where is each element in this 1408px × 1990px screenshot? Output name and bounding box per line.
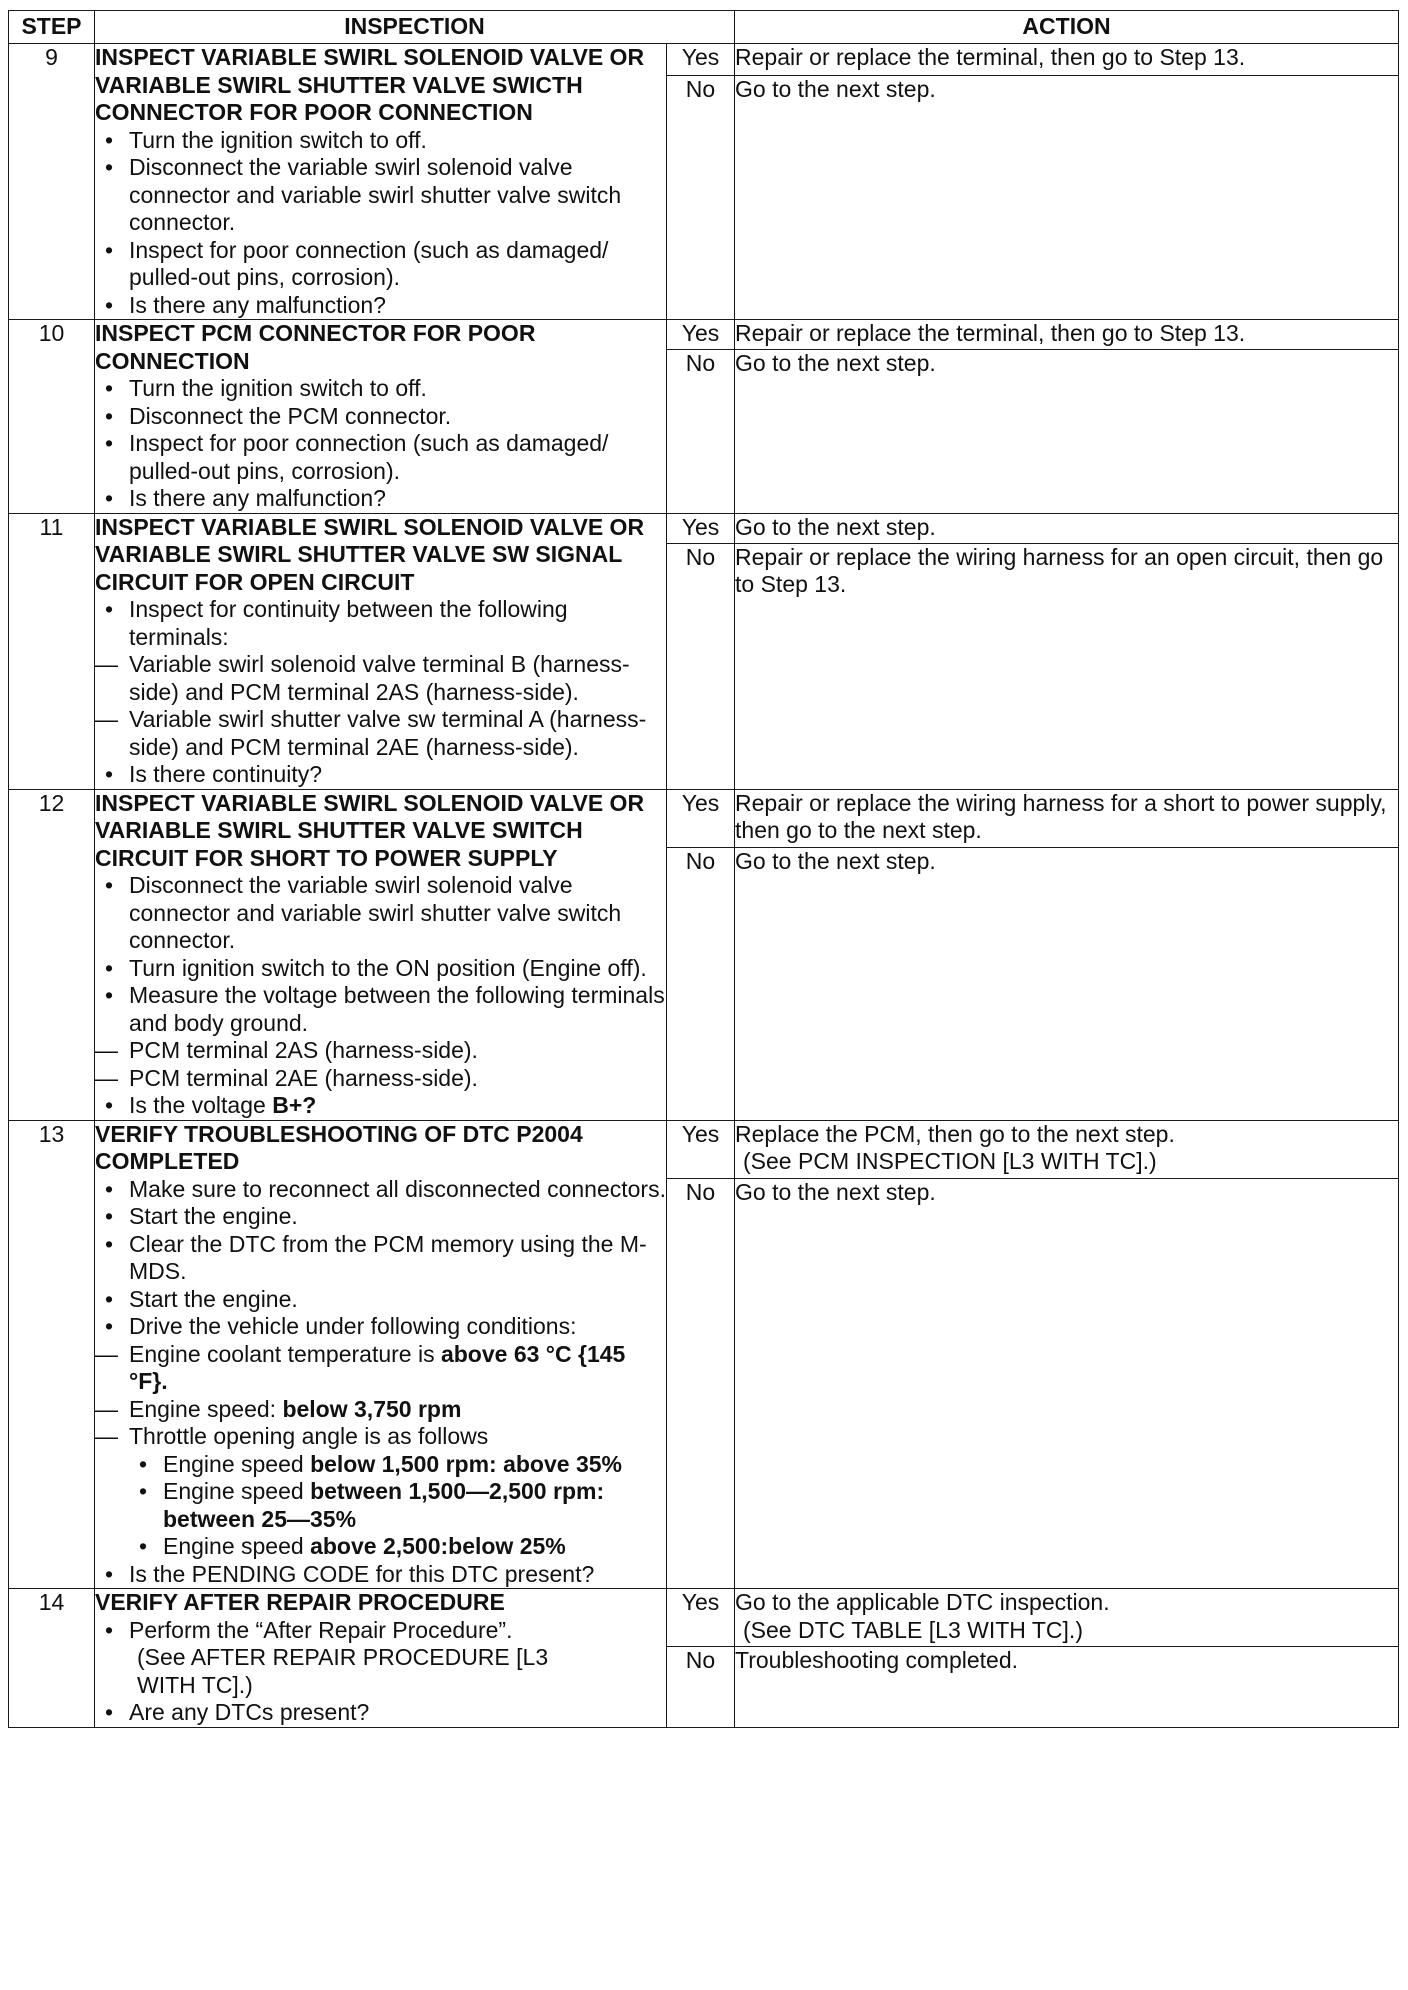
bullet-text: Is the voltage (129, 1092, 273, 1118)
step-10-inspection (95, 320, 667, 514)
no-label: No (667, 350, 735, 514)
bullet: • Start the engine. (129, 1286, 666, 1314)
yes-action-text: Replace the PCM, then go to the next step. (735, 1120, 1175, 1147)
step-title: VERIFY AFTER REPAIR PROCEDURE (95, 1589, 505, 1615)
sub-text: Engine speed (163, 1478, 311, 1504)
bullet (129, 982, 666, 1092)
header-action: ACTION (735, 11, 1399, 44)
bullet (129, 1092, 666, 1120)
step-number: 14 (9, 1589, 95, 1728)
step-10-yes-row (9, 320, 1399, 350)
bullet: • Are any DTCs present? (129, 1699, 666, 1727)
bullet: • Disconnect the PCM connector. (129, 403, 666, 431)
step-title: INSPECT VARIABLE SWIRL SOLENOID VALVE OR VARIABLE SWIRL SHUTTER VALVE SWITCH CIRCUIT FOR SHORT TO POWER SUPPLY (95, 789, 645, 871)
step-14-yes-row (9, 1589, 1399, 1647)
bullet-text: Drive the vehicle under following conditions: (129, 1313, 577, 1339)
bullet: • Disconnect the variable swirl solenoid valve connector and variable swirl shutter valve switch connector. (129, 872, 666, 955)
header-inspection: INSPECTION (95, 11, 735, 44)
dash-item (129, 1396, 666, 1424)
step-13-yes-row (9, 1120, 1399, 1178)
dash-text: Engine coolant temperature is (129, 1340, 441, 1367)
no-label: No (667, 847, 735, 1120)
no-label: No (667, 76, 735, 320)
dash-item: — Variable swirl shutter valve sw terminal A (harness-side) and PCM terminal 2AE (harness-side). (129, 706, 666, 761)
bullet: • Turn the ignition switch to off. (129, 127, 666, 155)
bullet: • Clear the DTC from the PCM memory using the M-MDS. (129, 1231, 666, 1286)
step-11-yes-row (9, 513, 1399, 543)
no-action: Go to the next step. (735, 1178, 1399, 1589)
yes-action: Repair or replace the terminal, then go to Step 13. (735, 44, 1399, 76)
bullet: • Turn ignition switch to the ON position (Engine off). (129, 955, 666, 983)
step-number: 13 (9, 1120, 95, 1589)
step-title: INSPECT PCM CONNECTOR FOR POOR CONNECTION (95, 320, 536, 374)
reference-note: (See AFTER REPAIR PROCEDURE [L3 WITH TC].) (137, 1644, 549, 1698)
dash-item (129, 1341, 666, 1396)
bullet (129, 1617, 666, 1700)
dash-text: Engine speed: (129, 1395, 283, 1422)
yes-action: Repair or replace the wiring harness for a short to power supply, then go to the next step. (735, 789, 1399, 847)
no-label: No (667, 1178, 735, 1589)
bullet-text: • Perform the “After Repair Procedure”. (129, 1616, 513, 1643)
no-action: Go to the next step. (735, 76, 1399, 320)
dash-bold: below 3,750 rpm (282, 1395, 462, 1422)
step-12-inspection (95, 789, 667, 1120)
dash-item: — PCM terminal 2AE (harness-side). (129, 1065, 666, 1093)
step-9-yes-row (9, 44, 1399, 76)
sub-text: Engine speed (163, 1450, 311, 1477)
yes-action: Go to the next step. (735, 513, 1399, 543)
step-number: 10 (9, 320, 95, 514)
sub-bold: between 1,500—2,500 rpm: between 25—35% (163, 1478, 605, 1532)
header-step: STEP (9, 11, 95, 44)
sub-text: Engine speed (163, 1533, 311, 1559)
step-14-inspection (95, 1589, 667, 1728)
sub-bullet (163, 1451, 666, 1479)
troubleshooting-table (8, 10, 1399, 1728)
bullet: • Is there continuity? (129, 761, 666, 789)
step-number: 12 (9, 789, 95, 1120)
step-13-inspection (95, 1120, 667, 1589)
step-9-inspection (95, 44, 667, 320)
reference-note: (See DTC TABLE [L3 WITH TC].) (743, 1616, 1083, 1643)
yes-label: Yes (667, 44, 735, 76)
no-label: No (667, 543, 735, 789)
bullet: • Start the engine. (129, 1203, 666, 1231)
bullet: • Is there any malfunction? (129, 485, 666, 513)
sub-bullet (163, 1478, 666, 1533)
bullet (129, 1313, 666, 1561)
step-number: 9 (9, 44, 95, 320)
yes-label: Yes (667, 789, 735, 847)
dash-item: — PCM terminal 2AS (harness-side). (129, 1037, 666, 1065)
dash-text: Throttle opening angle is as follows (129, 1423, 489, 1449)
bullet: • Turn the ignition switch to off. (129, 375, 666, 403)
yes-label: Yes (667, 320, 735, 350)
yes-label: Yes (667, 1589, 735, 1647)
step-title: VERIFY TROUBLESHOOTING OF DTC P2004 COMPLETED (95, 1120, 583, 1174)
bullet: • Is there any malfunction? (129, 292, 666, 320)
yes-action-text: Go to the applicable DTC inspection. (735, 1589, 1110, 1615)
bullet-bold: B+? (272, 1092, 317, 1118)
bullet (129, 596, 666, 761)
yes-action (735, 1120, 1399, 1178)
step-title: INSPECT VARIABLE SWIRL SOLENOID VALVE OR VARIABLE SWIRL SHUTTER VALVE SW SIGNAL CIRCUIT FOR OPEN CIRCUIT (95, 513, 645, 595)
dash-item: — Variable swirl solenoid valve terminal B (harness-side) and PCM terminal 2AS (harness-side). (129, 651, 666, 706)
sub-bold: above 2,500:below 25% (310, 1533, 566, 1559)
bullet: • Disconnect the variable swirl solenoid valve connector and variable swirl shutter valve switch connector. (129, 154, 666, 237)
bullet-text: Inspect for continuity between the following terminals: (129, 596, 568, 650)
step-12-yes-row (9, 789, 1399, 847)
reference-note: (See PCM INSPECTION [L3 WITH TC].) (743, 1148, 1157, 1174)
sub-bullet (163, 1533, 666, 1561)
no-action: Repair or replace the wiring harness for an open circuit, then go to Step 13. (735, 543, 1399, 789)
dash-item (129, 1423, 666, 1561)
no-action: Troubleshooting completed. (735, 1647, 1399, 1728)
bullet: • Inspect for poor connection (such as damaged/ pulled-out pins, corrosion). (129, 237, 666, 292)
no-action: Go to the next step. (735, 847, 1399, 1120)
bullet: • Is the PENDING CODE for this DTC present? (129, 1561, 666, 1589)
bullet: • Inspect for poor connection (such as damaged/ pulled-out pins, corrosion). (129, 430, 666, 485)
dash-bold: above 63 °C {145 °F}. (129, 1340, 626, 1394)
bullet: • Make sure to reconnect all disconnected connectors. (129, 1176, 666, 1204)
step-title: INSPECT VARIABLE SWIRL SOLENOID VALVE OR VARIABLE SWIRL SHUTTER VALVE SWICTH CONNECTOR FOR POOR CONNECTION (95, 44, 645, 125)
yes-label: Yes (667, 513, 735, 543)
step-number: 11 (9, 513, 95, 789)
yes-label: Yes (667, 1120, 735, 1178)
no-action: Go to the next step. (735, 350, 1399, 514)
no-label: No (667, 1647, 735, 1728)
yes-action: Repair or replace the terminal, then go to Step 13. (735, 320, 1399, 350)
header-row (9, 11, 1399, 44)
bullet-text: Measure the voltage between the following terminals and body ground. (129, 982, 665, 1036)
sub-bold: below 1,500 rpm: above 35% (310, 1450, 622, 1477)
step-11-inspection (95, 513, 667, 789)
yes-action (735, 1589, 1399, 1647)
